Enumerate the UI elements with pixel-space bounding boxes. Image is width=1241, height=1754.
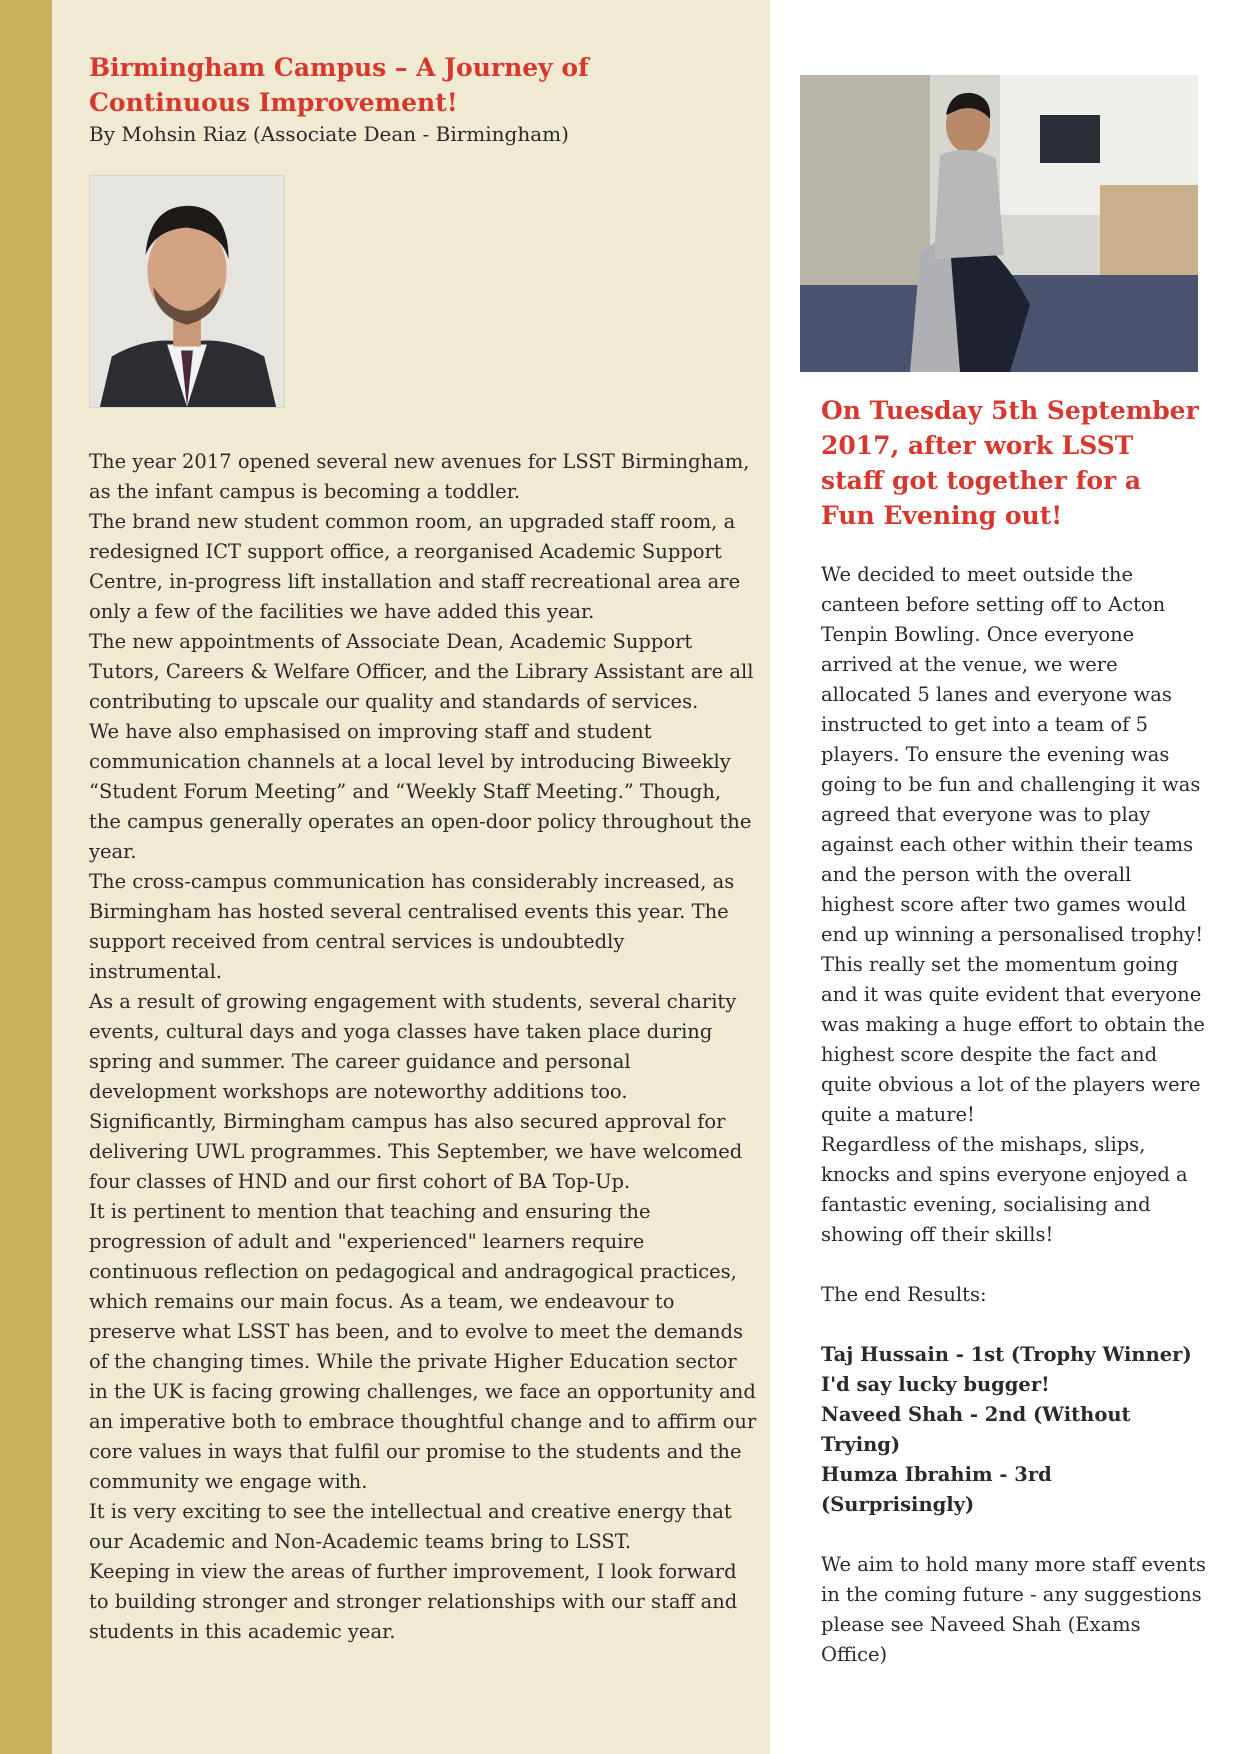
event-closing: We aim to hold many more staff events in the coming future - any suggestions please see Naveed Shah (Exams Office) [821,1553,1206,1666]
article-paragraph: The year 2017 opened several new avenues for LSST Birmingham, as the infant campus is becoming a toddler. [89,450,750,503]
staff-office-photo [800,75,1198,372]
article-paragraph: Keeping in view the areas of further improvement, I look forward to building stronger and stronger relationships with our staff and students in this academic year. [89,1560,738,1643]
article-paragraph: As a result of growing engagement with students, several charity events, cultural days and yoga classes have taken place during spring and summer. The career guidance and personal development workshops are noteworthy additions too. [89,990,737,1103]
article-paragraph: The new appointments of Associate Dean, Academic Support Tutors, Careers & Welfare Officer, and the Library Assistant are all contributing to upscale our quality and standards of services. [89,630,754,713]
article-paragraph: Significantly, Birmingham campus has also secured approval for delivering UWL programmes. This September, we have welcomed four classes of HND and our first cohort of BA Top-Up. [89,1110,743,1193]
article-paragraph: The cross-campus communication has considerably increased, as Birmingham has hosted several centralised events this year. The support received from central services is undoubtedly instrumental. [89,870,735,983]
gold-margin-strip [0,0,52,1754]
result-entry: Humza Ibrahim - 3rd (Surprisingly) [821,1463,1052,1516]
article-paragraph: We have also emphasised on improving staff and student communication channels at a local level by introducing Biweekly “Student Forum Meeting” and “Weekly Staff Meeting.” Though, the campus generally operates an open-door policy throughout the year. [89,720,752,863]
article-title: Birmingham Campus – A Journey of Continuous Improvement! [89,53,589,117]
article-body [89,447,759,1647]
article-paragraph: It is very exciting to see the intellectual and creative energy that our Academic and Non-Academic teams bring to LSST. [89,1500,732,1553]
result-entry: Naveed Shah - 2nd (Without Trying) [821,1403,1131,1456]
event-heading: On Tuesday 5th September 2017, after work LSST staff got together for a Fun Evening out! [821,396,1199,530]
author-portrait-photo [89,175,285,408]
results-label: The end Results: [821,1283,987,1306]
event-paragraph: We decided to meet outside the canteen before setting off to Acton Tenpin Bowling. Once everyone arrived at the venue, we were allocated 5 lanes and everyone was instructed to get into a team of 5 players. To ensure the evening was going to be fun and challenging it was agreed that everyone was to play against each other within their teams and the person with the overall highest score after two games would end up winning a personalised trophy! [821,563,1204,946]
article-paragraph: It is pertinent to mention that teaching and ensuring the progression of adult and "experienced" learners require continuous reflection on pedagogical and andragogical practices, which remains our main focus. As a team, we endeavour to preserve what LSST has been, and to evolve to meet the demands of the changing times. While the private Higher Education sector in the UK is facing growing challenges, we face an opportunity and an imperative both to embrace thoughtful change and to affirm our core values in ways that fulfil our promise to the students and the community we engage with. [89,1200,757,1493]
article-paragraph: The brand new student common room, an upgraded staff room, a redesigned ICT support office, a reorganised Academic Support Centre, in-progress lift installation and staff recreational area are only a few of the facilities we have added this year. [89,510,741,623]
event-paragraph: This really set the momentum going and it was quite evident that everyone was making a huge effort to obtain the highest score despite the fact and quite obvious a lot of the players were quite a mature! [821,953,1205,1126]
event-paragraph: Regardless of the mishaps, slips, knocks and spins everyone enjoyed a fantastic evening, socialising and showing off their skills! [821,1133,1188,1246]
result-entry: Taj Hussain - 1st (Trophy Winner) I'd say lucky bugger! [821,1343,1192,1396]
event-body [821,560,1206,1670]
article-byline: By Mohsin Riaz (Associate Dean - Birmingham) [89,122,569,146]
